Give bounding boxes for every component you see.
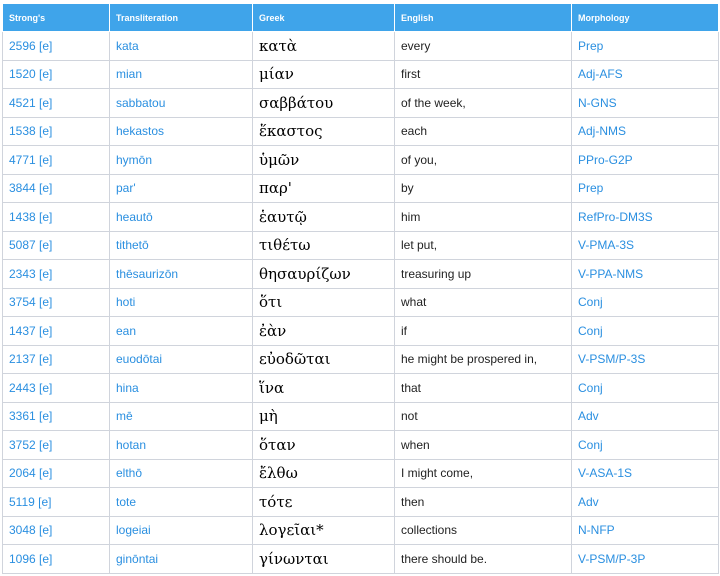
transliteration-link[interactable]: heautō: [110, 203, 253, 232]
strongs-cell: [3, 32, 110, 61]
morphology-link[interactable]: PPro-G2P: [572, 146, 719, 175]
english-gloss: what: [395, 288, 572, 317]
strongs-number-link[interactable]: 1538: [9, 124, 36, 139]
greek-word: ἵνα: [253, 374, 395, 403]
english-gloss: he might be prospered in,: [395, 345, 572, 374]
english-gloss: I might come,: [395, 459, 572, 488]
strongs-entry-link[interactable]: [e]: [39, 437, 53, 452]
table-row: [3, 60, 719, 89]
transliteration-link[interactable]: hina: [110, 374, 253, 403]
greek-word: τότε: [253, 488, 395, 517]
english-gloss: each: [395, 117, 572, 146]
transliteration-link[interactable]: hoti: [110, 288, 253, 317]
english-gloss: first: [395, 60, 572, 89]
strongs-entry-link[interactable]: [e]: [39, 551, 53, 566]
strongs-entry-link[interactable]: [e]: [39, 466, 53, 481]
strongs-number-link[interactable]: 3844: [9, 181, 36, 196]
strongs-number-link[interactable]: 4521: [9, 95, 36, 110]
strongs-cell: [3, 374, 110, 403]
english-gloss: not: [395, 402, 572, 431]
table-row: [3, 174, 719, 203]
strongs-number-link[interactable]: 1096: [9, 551, 36, 566]
morphology-link[interactable]: RefPro-DM3S: [572, 203, 719, 232]
transliteration-link[interactable]: thēsaurizōn: [110, 260, 253, 289]
english-gloss: every: [395, 32, 572, 61]
morphology-link[interactable]: V-PSM/P-3S: [572, 345, 719, 374]
strongs-number-link[interactable]: 1437: [9, 323, 36, 338]
english-gloss: collections: [395, 516, 572, 545]
strongs-cell: [3, 402, 110, 431]
morphology-link[interactable]: N-GNS: [572, 89, 719, 118]
strongs-entry-link[interactable]: [e]: [39, 523, 53, 538]
greek-word: μὴ: [253, 402, 395, 431]
transliteration-link[interactable]: sabbatou: [110, 89, 253, 118]
morphology-link[interactable]: Adv: [572, 402, 719, 431]
strongs-cell: [3, 516, 110, 545]
greek-word: μίαν: [253, 60, 395, 89]
table-row: [3, 288, 719, 317]
table-row: [3, 146, 719, 175]
strongs-number-link[interactable]: 2596: [9, 38, 36, 53]
greek-word: εὐοδῶται: [253, 345, 395, 374]
table-row: [3, 89, 719, 118]
transliteration-link[interactable]: euodōtai: [110, 345, 253, 374]
table-row: [3, 431, 719, 460]
strongs-cell: [3, 89, 110, 118]
strongs-entry-link[interactable]: [e]: [39, 67, 53, 82]
strongs-cell: [3, 345, 110, 374]
english-gloss: him: [395, 203, 572, 232]
strongs-number-link[interactable]: 1520: [9, 67, 36, 82]
greek-word: κατὰ: [253, 32, 395, 61]
morphology-link[interactable]: Adj-NMS: [572, 117, 719, 146]
transliteration-link[interactable]: tote: [110, 488, 253, 517]
strongs-cell: [3, 146, 110, 175]
strongs-cell: [3, 545, 110, 574]
greek-word: θησαυρίζων: [253, 260, 395, 289]
morphology-link[interactable]: Conj: [572, 374, 719, 403]
strongs-number-link[interactable]: 2137: [9, 352, 36, 367]
morphology-link[interactable]: Prep: [572, 32, 719, 61]
strongs-cell: [3, 260, 110, 289]
greek-word: ὅταν: [253, 431, 395, 460]
strongs-cell: [3, 459, 110, 488]
strongs-entry-link[interactable]: [e]: [39, 181, 53, 196]
strongs-entry-link[interactable]: [e]: [39, 409, 53, 424]
strongs-entry-link[interactable]: [e]: [39, 380, 53, 395]
morphology-link[interactable]: Conj: [572, 288, 719, 317]
table-row: [3, 545, 719, 574]
strongs-number-link[interactable]: 2443: [9, 380, 36, 395]
transliteration-link[interactable]: logeiai: [110, 516, 253, 545]
greek-word: σαββάτου: [253, 89, 395, 118]
greek-word: λογεῖαι*: [253, 516, 395, 545]
strongs-entry-link[interactable]: [e]: [39, 95, 53, 110]
table-row: [3, 317, 719, 346]
transliteration-link[interactable]: kata: [110, 32, 253, 61]
morphology-link[interactable]: V-PMA-3S: [572, 231, 719, 260]
strongs-entry-link[interactable]: [e]: [39, 323, 53, 338]
header-row: [3, 4, 719, 32]
table-row: [3, 260, 719, 289]
strongs-cell: [3, 288, 110, 317]
strongs-cell: [3, 60, 110, 89]
strongs-number-link[interactable]: 2064: [9, 466, 36, 481]
morphology-link[interactable]: V-ASA-1S: [572, 459, 719, 488]
transliteration-link[interactable]: mē: [110, 402, 253, 431]
strongs-entry-link[interactable]: [e]: [39, 238, 53, 253]
morphology-link[interactable]: Adj-AFS: [572, 60, 719, 89]
strongs-cell: [3, 231, 110, 260]
english-gloss: when: [395, 431, 572, 460]
strongs-number-link[interactable]: 5087: [9, 238, 36, 253]
greek-word: ὅτι: [253, 288, 395, 317]
table-row: [3, 488, 719, 517]
strongs-cell: [3, 431, 110, 460]
english-gloss: let put,: [395, 231, 572, 260]
greek-word: γίνωνται: [253, 545, 395, 574]
greek-word: ἔλθω: [253, 459, 395, 488]
strongs-number-link[interactable]: 3361: [9, 409, 36, 424]
morphology-link[interactable]: V-PPA-NMS: [572, 260, 719, 289]
table-row: [3, 203, 719, 232]
col-header-english: English: [395, 4, 572, 32]
morphology-link[interactable]: Prep: [572, 174, 719, 203]
strongs-entry-link[interactable]: [e]: [39, 295, 53, 310]
transliteration-link[interactable]: mian: [110, 60, 253, 89]
strongs-entry-link[interactable]: [e]: [38, 494, 52, 509]
english-gloss: that: [395, 374, 572, 403]
english-gloss: then: [395, 488, 572, 517]
greek-word: ὑμῶν: [253, 146, 395, 175]
transliteration-link[interactable]: hotan: [110, 431, 253, 460]
greek-word: ἕκαστος: [253, 117, 395, 146]
strongs-entry-link[interactable]: [e]: [39, 124, 53, 139]
table-row: [3, 516, 719, 545]
english-gloss: of the week,: [395, 89, 572, 118]
strongs-number-link[interactable]: 4771: [9, 152, 36, 167]
english-gloss: treasuring up: [395, 260, 572, 289]
strongs-entry-link[interactable]: [e]: [39, 152, 53, 167]
table-row: [3, 374, 719, 403]
strongs-entry-link[interactable]: [e]: [39, 352, 53, 367]
morphology-link[interactable]: V-PSM/P-3P: [572, 545, 719, 574]
english-gloss: if: [395, 317, 572, 346]
strongs-number-link[interactable]: 1438: [9, 209, 36, 224]
strongs-number-link[interactable]: 3752: [9, 437, 36, 452]
strongs-number-link[interactable]: 2343: [9, 266, 36, 281]
strongs-entry-link[interactable]: [e]: [39, 266, 53, 281]
english-gloss: there should be.: [395, 545, 572, 574]
greek-word: ἑαυτῷ: [253, 203, 395, 232]
strongs-entry-link[interactable]: [e]: [39, 209, 53, 224]
greek-word: τιθέτω: [253, 231, 395, 260]
strongs-cell: [3, 117, 110, 146]
transliteration-link[interactable]: elthō: [110, 459, 253, 488]
table-row: [3, 231, 719, 260]
table-row: [3, 402, 719, 431]
transliteration-link[interactable]: ginōntai: [110, 545, 253, 574]
strongs-cell: [3, 203, 110, 232]
strongs-entry-link[interactable]: [e]: [39, 38, 53, 53]
morphology-link[interactable]: Adv: [572, 488, 719, 517]
table-row: [3, 117, 719, 146]
strongs-cell: [3, 174, 110, 203]
col-header-morphology: Morphology: [572, 4, 719, 32]
transliteration-link[interactable]: tithetō: [110, 231, 253, 260]
morphology-link[interactable]: Conj: [572, 431, 719, 460]
english-gloss: by: [395, 174, 572, 203]
transliteration-link[interactable]: hekastos: [110, 117, 253, 146]
transliteration-link[interactable]: par': [110, 174, 253, 203]
strongs-number-link[interactable]: 5119: [9, 494, 35, 509]
col-header-strongs: Strong's: [3, 4, 110, 32]
english-gloss: of you,: [395, 146, 572, 175]
morphology-link[interactable]: N-NFP: [572, 516, 719, 545]
greek-word: παρ': [253, 174, 395, 203]
table-row: [3, 32, 719, 61]
strongs-cell: [3, 317, 110, 346]
col-header-transliteration: Transliteration: [110, 4, 253, 32]
table-row: [3, 345, 719, 374]
strongs-number-link[interactable]: 3048: [9, 523, 36, 538]
col-header-greek: Greek: [253, 4, 395, 32]
interlinear-table: [2, 3, 719, 574]
strongs-number-link[interactable]: 3754: [9, 295, 36, 310]
morphology-link[interactable]: Conj: [572, 317, 719, 346]
table-row: [3, 459, 719, 488]
greek-word: ἐὰν: [253, 317, 395, 346]
transliteration-link[interactable]: ean: [110, 317, 253, 346]
transliteration-link[interactable]: hymōn: [110, 146, 253, 175]
strongs-cell: [3, 488, 110, 517]
